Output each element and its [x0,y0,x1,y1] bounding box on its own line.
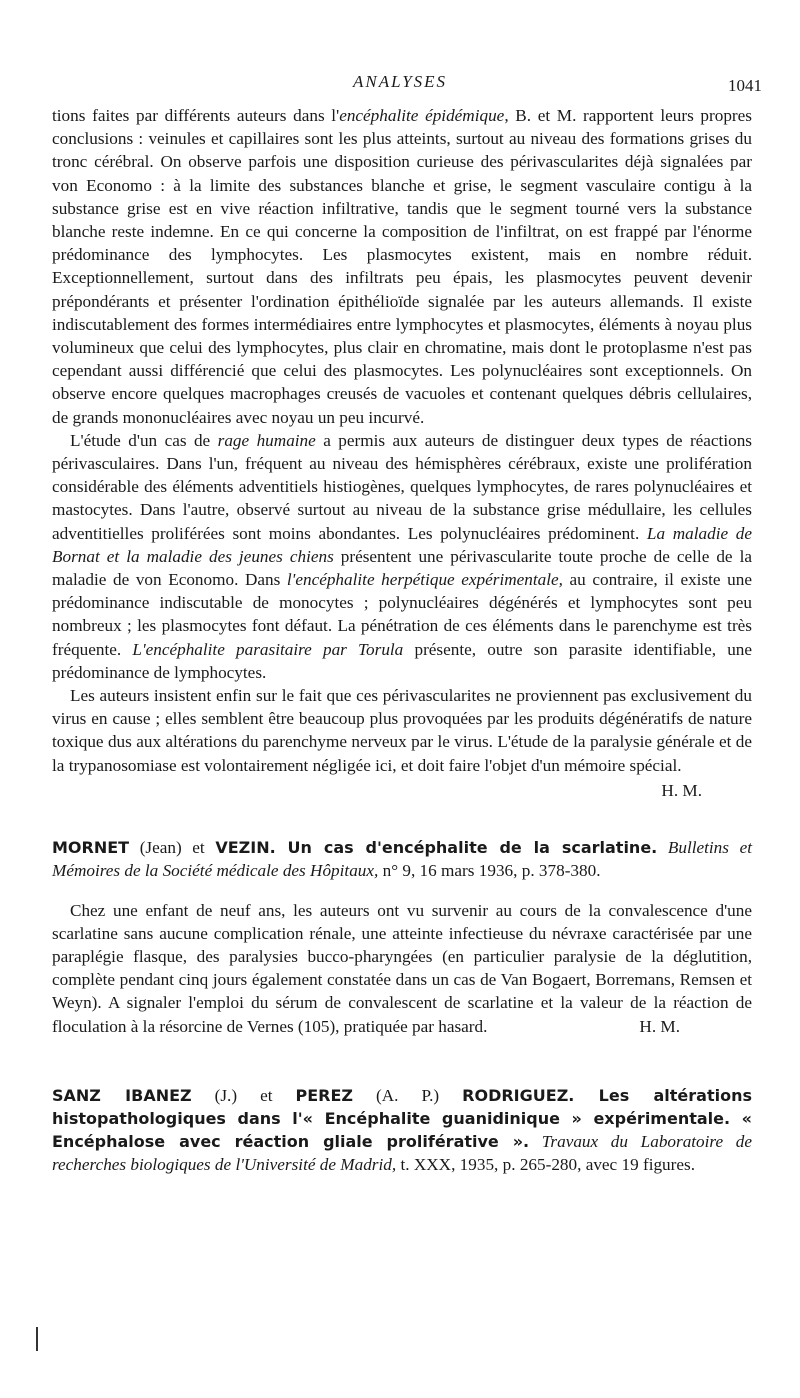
text-run: présentent une périvascularite toute proche de celle de la maladie de von Economo. Dans [52,546,752,590]
italic-term: encéphalite épidémique [339,106,505,125]
signature: H. M. [639,1016,680,1036]
paragraph-rage [52,429,752,684]
author-name: MORNET [52,838,130,858]
text-run: présente, outre son parasite identifiable, une prédominance de lymphocytes. [52,639,753,682]
citation: n° 9, 16 mars 1936, p. 378-380. [378,861,601,881]
article-title: Un cas d'encéphalite de la scarlatine. [275,838,658,858]
author-name: VEZIN. [215,838,276,858]
page-header [0,66,800,96]
entry-heading-mornet [52,836,752,882]
author-initials: (A. P.) [353,1085,463,1105]
journal-name: Bulletins et Mémoires de la Société médicale des Hôpitaux, [52,838,752,881]
signature: H. M. [661,780,702,800]
author-name: SANZ IBANEZ [52,1085,192,1105]
text-run: L'étude d'un cas de [70,430,218,450]
running-title: ANALYSES [352,72,448,91]
author-name: PEREZ [295,1085,354,1105]
page-number: 1041 [728,76,762,95]
page-body [52,104,752,1177]
paragraph-continuation [52,104,752,429]
author-name: RODRIGUEZ. [462,1085,575,1105]
italic-term: La maladie de Bornat et la maladie des jeunes chiens [52,523,752,566]
author-initials: (Jean) et [129,838,216,858]
text-run: a permis aux auteurs de distinguer deux types de réactions périvasculaires. Dans l'un, fréquent au niveau des hémisphères cérébraux, existe une prolifération considérable des éléments adventitiels histiogènes, quelques lymphocytes, de rares polynucléaires et mastocytes. Dans l'autre, observé surtout au niveau de la substance grise médullaire, les cellules adventitielles proliférées sont moins abondantes. Les polynucléaires prédominent. [52,430,752,543]
italic-term: rage humaine [217,430,316,450]
text-run: Chez une enfant de neuf ans, les auteurs ont vu survenir au cours de la convalescence d'une scarlatine sans aucune complication rénale, une atteinte infectieuse du névraxe caractérisée par une paraplégie flasque, des paralysies bucco-pharyngées (en particulier paralysie de la déglutition, complète pendant cinq jours également constatée dans un cas de Van Bogaert, Borremans, Remsen et Weyn). A signaler l'emploi du sérum de convalescent de scarlatine et la valeur de la réaction de floculation à la résorcine de Vernes (105), pratiquée par hasard. [52,900,752,1036]
text-run: au contraire, il existe une prédominance indiscutable de monocytes ; polynucléaires dégénérés et lymphocytes sont peu nombreux ; les plasmocytes font défaut. La pénétration de ces éléments dans le parenchyme est très fréquente. [52,570,752,659]
article-title: Les altérations histopathologiques dans l'« Encéphalite guanidinique » expérimentale. « Encéphalose avec réaction gliale proliférative ». [52,1085,753,1152]
citation: t. XXX, 1935, p. 265-280, avec 19 figures. [396,1155,695,1175]
journal-name: Travaux du Laboratoire de recherches biologiques de l'Université de Madrid, [52,1132,752,1175]
entry-heading-sanz [52,1084,752,1177]
text-run: tions faites par différents auteurs dans l' [52,106,340,125]
paragraph-conclusion: Les auteurs insistent enfin sur le fait que ces périvascularites ne proviennent pas exclusivement du virus en cause ; elles semblent être beaucoup plus provoquées par les produits dégénératifs de nature toxique dus aux altérations du parenchyme nerveux par le virus. L'étude de la paralysie générale et de la trypanosomiase est volontairement négligée ici, et doit faire l'objet d'un mémoire spécial. [52,686,752,775]
italic-term: L'encéphalite parasitaire par Torula [132,639,404,659]
author-initials: (J.) et [191,1085,296,1105]
margin-mark [36,1327,38,1351]
text-run: , B. et M. rapportent leurs propres conclusions : veinules et capillaires sont les plus atteints, surtout au niveau des formations grises du tronc cérébral. On observe parfois une disposition curieuse des périvascularites déjà signalées par von Economo : à la limite des substances blanche et grise, le segment vasculaire contigu à la substance grise est en vive réaction infiltrative, tandis que le segment tourné vers la substance blanche reste indemne. En ce qui concerne la composition de l'infiltrat, on est frappé par l'énorme prédominance des lymphocytes. Les plasmocytes existent, mais en nombre réduit. Exceptionnellement, surtout dans des infiltrats peu épais, les plasmocytes peuvent devenir prépondérants et présenter l'ordination épithélioïde signalée par les auteurs allemands. Il existe indiscutablement des formes intermédiaires entre lymphocytes et plasmocytes, éléments à noyau plus volumineux que celui des lymphocytes, plus clair en chromatine, mais dont le protoplasme n'est pas cependant aussi différencié que celui des plasmocytes. Les polynucléaires sont exceptionnels. On observe encore quelques macrophages creusés de vacuoles et contenant quelques débris cellulaires, de grands mononucléaires avec noyau un peu incurvé. [52,106,752,427]
entry-body-mornet [52,899,752,1038]
italic-term: l'encéphalite herpétique expérimentale, [286,570,563,590]
